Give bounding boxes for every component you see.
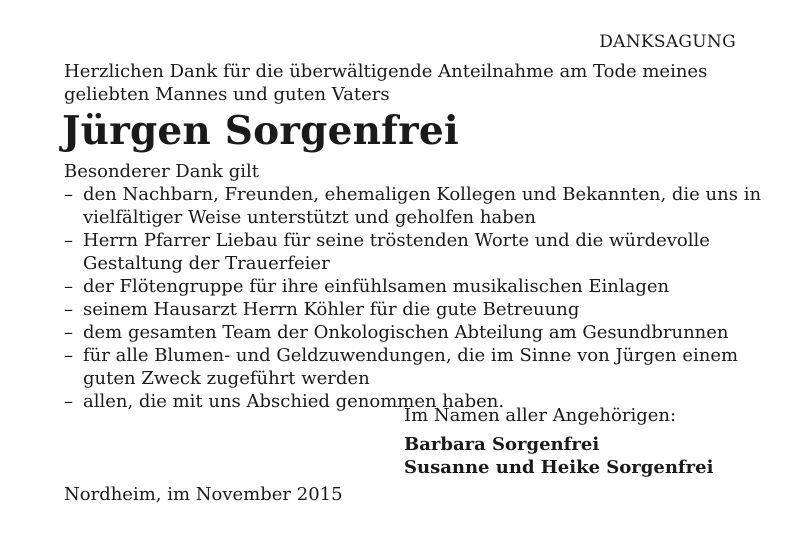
signer-name: Susanne und Heike Sorgenfrei [404, 457, 714, 478]
notice-type-label: DANKSAGUNG [599, 32, 736, 52]
deceased-name: Jürgen Sorgenfrei [62, 108, 459, 154]
intro-line: geliebten Mannes und guten Vaters [64, 84, 390, 105]
list-item-line: Herrn Pfarrer Liebau für seine tröstenden Worte und die würdevolle [83, 230, 710, 251]
signers-block [404, 433, 713, 479]
list-item-line: guten Zweck zugeführt werden [83, 368, 370, 389]
intro-text [64, 60, 744, 106]
list-item-line: allen, die mit uns Abschied genommen haben. [83, 391, 505, 412]
signer-name: Barbara Sorgenfrei [404, 434, 600, 455]
list-item-line: Gestaltung der Trauerfeier [83, 253, 330, 274]
dash-bullet: – [64, 276, 73, 297]
list-item [64, 321, 754, 344]
thanks-intro: Besonderer Dank gilt [64, 161, 259, 182]
dash-bullet: – [64, 184, 73, 205]
dash-bullet: – [64, 230, 73, 251]
place-date: Nordheim, im November 2015 [64, 484, 343, 505]
dash-bullet: – [64, 345, 73, 366]
list-item-line: vielfältiger Weise unterstützt und geholfen haben [83, 207, 536, 228]
list-item-line: den Nachbarn, Freunden, ehemaligen Kollegen und Bekannten, die uns in [83, 184, 762, 205]
list-item [64, 298, 754, 321]
intro-line: Herzlichen Dank für die überwältigende Anteilnahme am Tode meines [64, 61, 708, 82]
list-item [64, 275, 754, 298]
list-item-line: der Flötengruppe für ihre einfühlsamen musikalischen Einlagen [83, 276, 670, 297]
list-item-line: für alle Blumen- und Geldzuwendungen, die im Sinne von Jürgen einem [83, 345, 739, 366]
list-item-line: dem gesamten Team der Onkologischen Abteilung am Gesundbrunnen [83, 322, 729, 343]
list-item [64, 183, 762, 229]
dash-bullet: – [64, 299, 73, 320]
list-item [64, 344, 754, 390]
dash-bullet: – [64, 322, 73, 343]
closing-phrase: Im Namen aller Angehörigen: [404, 405, 677, 426]
list-item-line: seinem Hausarzt Herrn Köhler für die gute Betreuung [83, 299, 580, 320]
thanks-list [64, 183, 762, 413]
list-item [64, 229, 754, 275]
dash-bullet: – [64, 391, 73, 412]
